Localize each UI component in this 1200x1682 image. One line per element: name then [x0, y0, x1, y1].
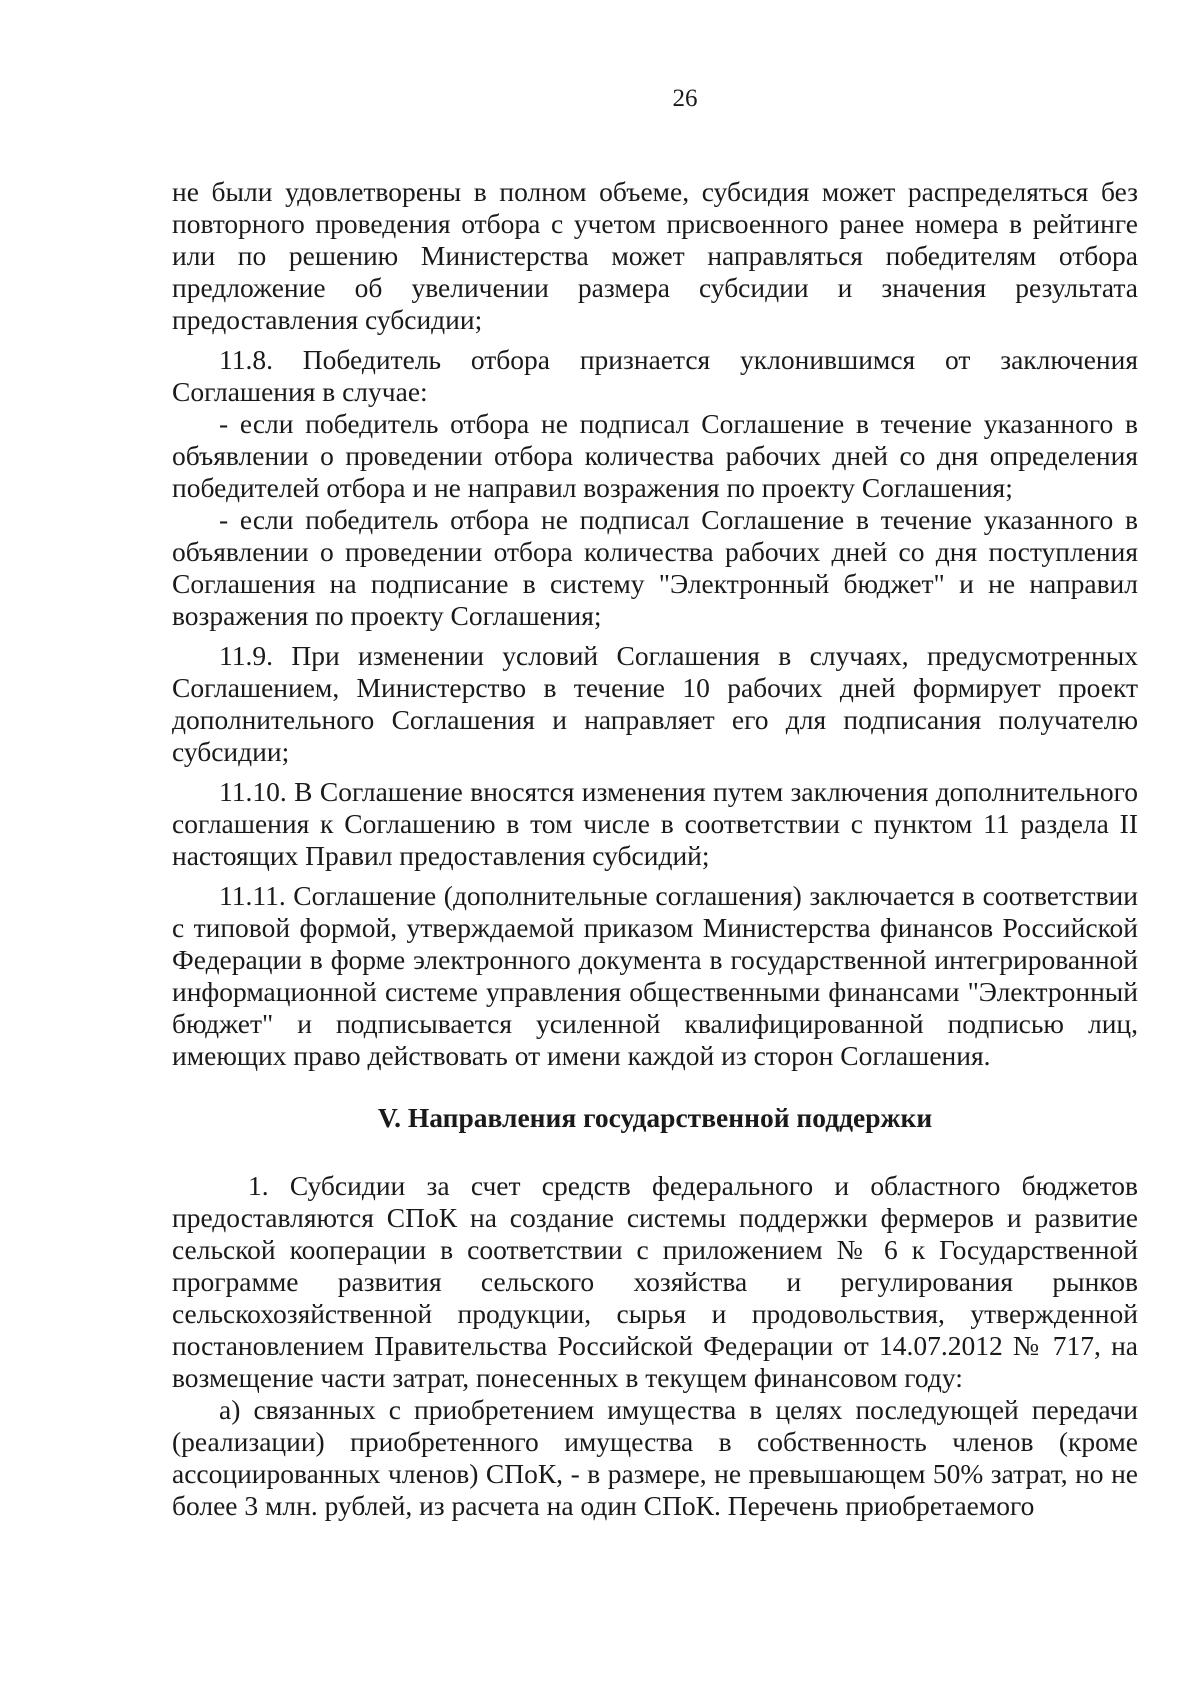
paragraph-11-8: 11.8. Победитель отбора признается уклонившимся от заключения Соглашения в случае: [172, 344, 1138, 407]
document-body [172, 176, 1138, 1522]
paragraph-11-8-case-2: - если победитель отбора не подписал Соглашение в течение указанного в объявлении о проведении отбора количества рабочих дней со дня поступления Соглашения на подписание в систему "Электронный бюджет" и не направил возражения по проекту Соглашения; [172, 504, 1138, 631]
page-number: 26 [672, 85, 698, 112]
paragraph-section-v-1-a: а) связанных с приобретением имущества в целях последующей передачи (реализации) приобретенного имущества в собственность членов (кроме ассоциированных членов) СПоК, - в размере, не превышающем 50% затрат, но не более 3 млн. рублей, из расчета на один СПоК. Перечень приобретаемого [172, 1394, 1138, 1521]
paragraph-11-8-case-1: - если победитель отбора не подписал Соглашение в течение указанного в объявлении о проведении отбора количества рабочих дней со дня определения победителей отбора и не направил возражения по проекту Соглашения; [172, 408, 1138, 503]
section-title: V. Направления государственной поддержки [377, 1102, 933, 1133]
paragraph-11-10: 11.10. В Соглашение вносятся изменения путем заключения дополнительного соглашения к Соглашению в том числе в соответствии с пунктом 11 раздела II настоящих Правил предоставления субсидий; [172, 776, 1138, 871]
paragraph-continuation: не были удовлетворены в полном объеме, субсидия может распределяться без повторного проведения отбора с учетом присвоенного ранее номера в рейтинге или по решению Министерства может направляться победителям отбора предложение об увеличении размера субсидии и значения результата предоставления субсидии; [172, 176, 1138, 335]
paragraph-11-9: 11.9. При изменении условий Соглашения в случаях, предусмотренных Соглашением, Министерство в течение 10 рабочих дней формирует проект дополнительного Соглашения и направляет его для подписания получателю субсидии; [172, 640, 1138, 767]
paragraph-section-v-1: 1. Субсидии за счет средств федерального и областного бюджетов предоставляются СПоК на создание системы поддержки фермеров и развитие сельской кооперации в соответствии с приложением № 6 к Государственной программе развития сельского хозяйства и регулирования рынков сельскохозяйственной продукции, сырья и продовольствия, утвержденной постановлением Правительства Российской Федерации от 14.07.2012 № 717, на возмещение части затрат, понесенных в текущем финансовом году: [172, 1170, 1138, 1393]
paragraph-11-11: 11.11. Соглашение (дополнительные соглашения) заключается в соответствии с типовой формой, утверждаемой приказом Министерства финансов Российской Федерации в форме электронного документа в государственной интегрированной информационной системе управления общественными финансами "Электронный бюджет" и подписывается усиленной квалифицированной подписью лиц, имеющих право действовать от имени каждой из сторон Соглашения. [172, 880, 1138, 1071]
